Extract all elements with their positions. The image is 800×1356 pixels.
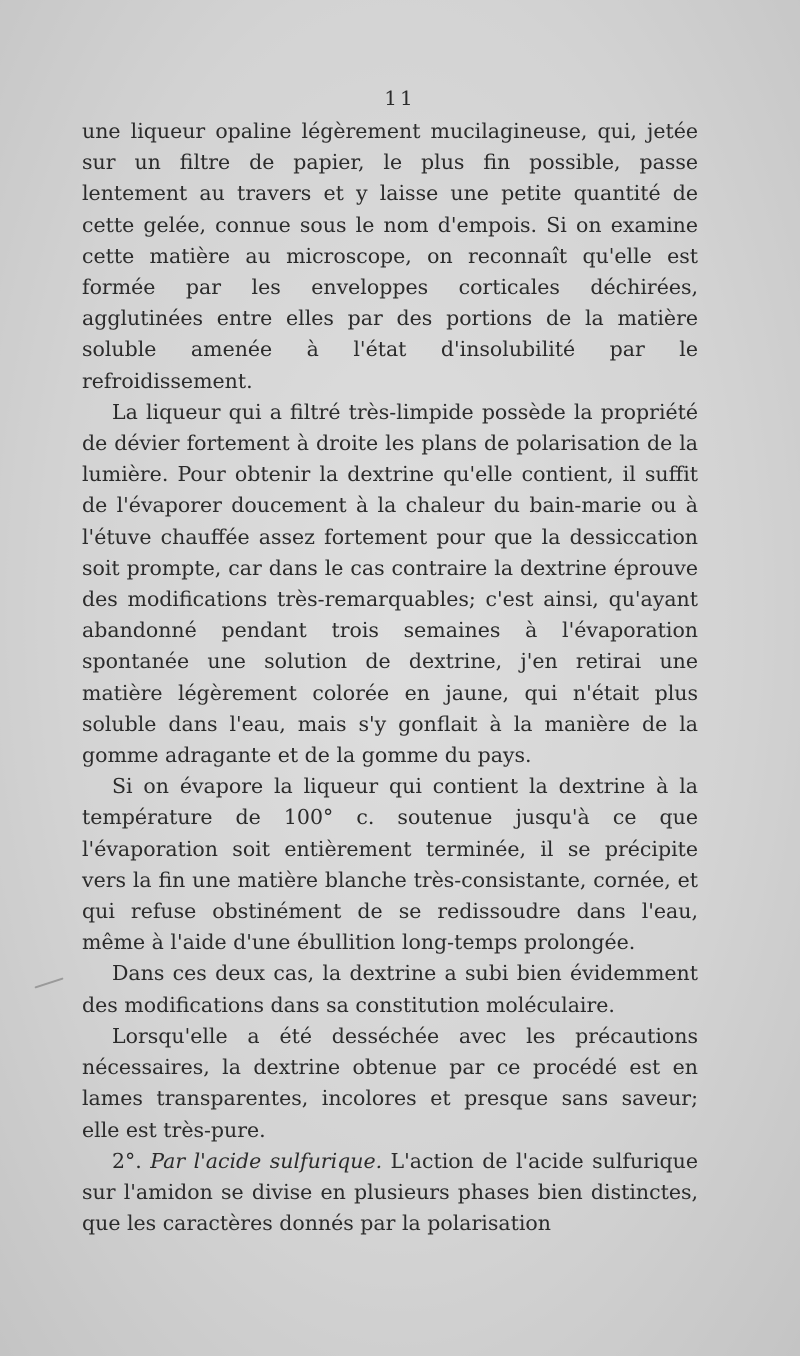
page-body — [82, 116, 698, 1239]
page-number: 11 — [384, 86, 416, 110]
section-heading: Par l'acide sulfurique. — [150, 1148, 383, 1173]
paragraph-dried-dextrine: Lorsqu'elle a été desséchée avec les précautions nécessaires, la dextrine obtenue par ce procédé est en lames transparentes, incolores et presque sans saveur; elle est très-pure. — [82, 1023, 698, 1142]
paragraph-sulfuric-acid — [82, 1146, 698, 1240]
paragraph-continuation: une liqueur opaline légèrement mucilagineuse, qui, jetée sur un filtre de papier, le plus fin possible, passe lentement au travers et y laisse une petite quantité de cette gelée, connue sous le nom d'empois. Si on examine cette matière au microscope, on reconnaît qu'elle est formée par les enveloppes corticales déchirées, agglutinées entre elles par des portions de la matière soluble amenée à l'état d'insolubilité par le refroidissement. — [82, 119, 698, 393]
section-number: 2°. — [112, 1148, 151, 1173]
paragraph-dextrine-properties: La liqueur qui a filtré très-limpide possède la propriété de dévier fortement à droite les plans de polarisation de la lumière. Pour obtenir la dextrine qu'elle contient, il suffit de l'évaporer doucement à la chaleur du bain-marie ou à l'étuve chauffée assez fortement pour que la dessiccation soit prompte, car dans le cas contraire la dextrine éprouve des modifications très-remarquables; c'est ainsi, qu'ayant abandonné pendant trois semaines à l'évaporation spontanée une solution de dextrine, j'en retirai une matière légèrement colorée en jaune, qui n'était plus soluble dans l'eau, mais s'y gonflait à la manière de la gomme adragante et de la gomme du pays. — [82, 399, 698, 768]
paragraph-modifications: Dans ces deux cas, la dextrine a subi bien évidemment des modifications dans sa constitution moléculaire. — [82, 961, 698, 1017]
paragraph-evaporation: Si on évapore la liqueur qui contient la dextrine à la température de 100° c. soutenue jusqu'à ce que l'évaporation soit entièrement terminée, il se précipite vers la fin une matière blanche très-consistante, cornée, et qui refuse obstinément de se redissoudre dans l'eau, même à l'aide d'une ébullition long-temps prolongée. — [82, 774, 698, 955]
margin-pencil-mark — [34, 977, 63, 988]
section-text: L'action de l'acide sulfurique sur l'amidon se divise en plusieurs phases bien distinctes, que les caractères donnés par la polarisation — [82, 1148, 698, 1236]
